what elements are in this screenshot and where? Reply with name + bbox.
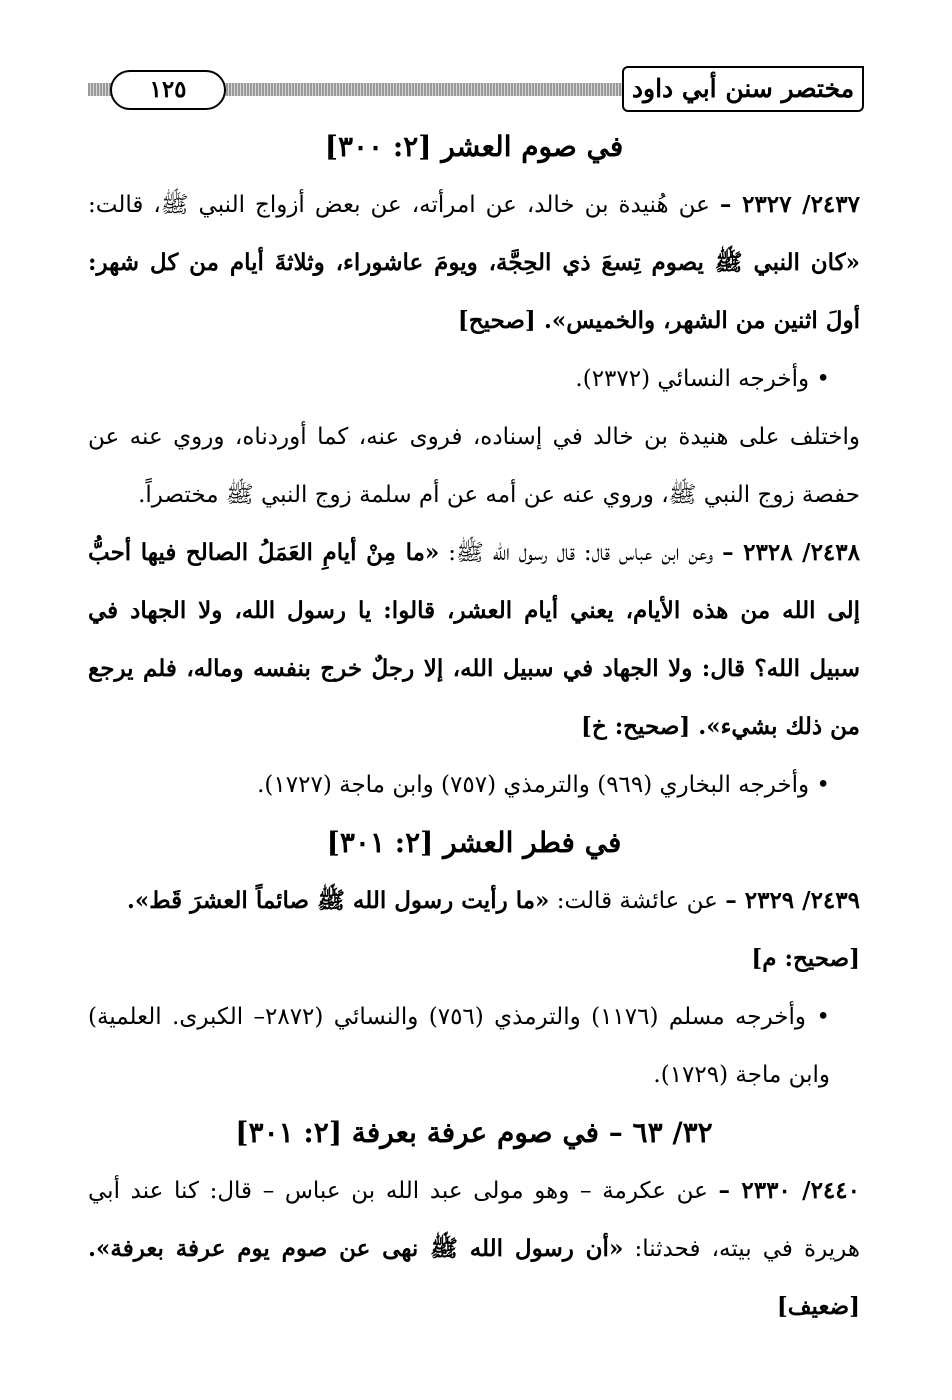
book-title: مختصر سنن أبي داود [622, 66, 864, 112]
isnad-note: واختلف على هنيدة بن خالد في إسناده، فروى عنه، كما أوردناه، وروي عنه عن حفصة زوج النبي ﷺ، وروي عنه عن أمه عن أم سلمة زوج النبي ﷺ مختصراً. [88, 424, 860, 508]
takhrij-note: • وأخرجه النسائي (٢٣٧٢). [575, 366, 830, 392]
hadith-grade: [صحيح: خ] [580, 713, 699, 740]
hadith-2439 [88, 872, 860, 930]
hadith-matn: «ما رأيت رسول الله ﷺ صائماً العشرَ قَط». [126, 887, 550, 914]
hadith-isnad: وعن ابن عباس قال: قال رسول الله ﷺ: [439, 540, 723, 566]
chapter-heading: في فطر العشر [٢: ٣٠١] [326, 826, 622, 859]
hadith-2438 [88, 524, 860, 756]
hadith-grade-line [88, 930, 860, 988]
hadith-isnad: عن هُنيدة بن خالد، عن امرأته، عن بعض أزواج النبي ﷺ، قالت: [88, 192, 720, 218]
hadith-2440 [88, 1162, 860, 1336]
hadith-matn: «أن رسول الله ﷺ نهى عن صوم يوم عرفة بعرفة». [88, 1235, 624, 1262]
hadith-number: ٢٤٣٩/ ٢٣٢٩ – [725, 887, 860, 914]
hadith-number: ٢٤٣٨/ ٢٣٢٨ – [722, 539, 860, 566]
hadith-grade: [صحيح] [457, 307, 544, 334]
hadith-number: ٢٤٣٧/ ٢٣٢٧ – [719, 191, 860, 218]
hadith-2437 [88, 176, 860, 350]
page-number: ١٢٥ [110, 70, 226, 110]
hadith-isnad: عن عائشة قالت: [549, 888, 726, 914]
chapter-heading: في صوم العشر [٢: ٣٠٠] [324, 130, 624, 163]
chapter-heading: ٣٢/ ٦٣ – في صوم عرفة بعرفة [٢: ٣٠١] [235, 1116, 713, 1149]
takhrij-note: • وأخرجه مسلم (١١٧٦) والترمذي (٧٥٦) والنسائي (٢٨٧٢– الكبرى. العلمية) وابن ماجة (١٧٢٩). [88, 1004, 830, 1088]
hadith-matn: «كان النبي ﷺ يصوم تِسعَ ذي الحِجَّة، ويومَ عاشوراء، وثلاثةَ أيام من كل شهر: أولَ اثنين من الشهر، والخميس». [88, 249, 860, 334]
running-header [88, 66, 864, 112]
hadith-grade: [ضعيف] [776, 1293, 860, 1320]
hadith-grade: [صحيح: م] [751, 945, 860, 972]
takhrij-note: • وأخرجه البخاري (٩٦٩) والترمذي (٧٥٧) وابن ماجة (١٧٢٧). [257, 772, 830, 798]
hadith-matn: «ما مِنْ أيامِ العَمَلُ الصالح فيها أحبُّ إلى الله من هذه الأيام، يعني أيام العشر، قالوا: يا رسول الله، ولا الجهاد في سبيل الله؟ قال: ولا الجهاد في سبيل الله، إلا رجلٌ خرج بنفسه وماله، فلم يرجع من ذلك بشيء». [88, 539, 860, 740]
hadith-isnad: عن عكرمة – وهو مولى عبد الله بن عباس – قال: كنا عند أبي هريرة في بيته، فحدثنا: [88, 1178, 860, 1262]
hadith-number: ٢٤٤٠/ ٢٣٣٠ – [718, 1177, 860, 1204]
page-body [88, 118, 860, 1336]
